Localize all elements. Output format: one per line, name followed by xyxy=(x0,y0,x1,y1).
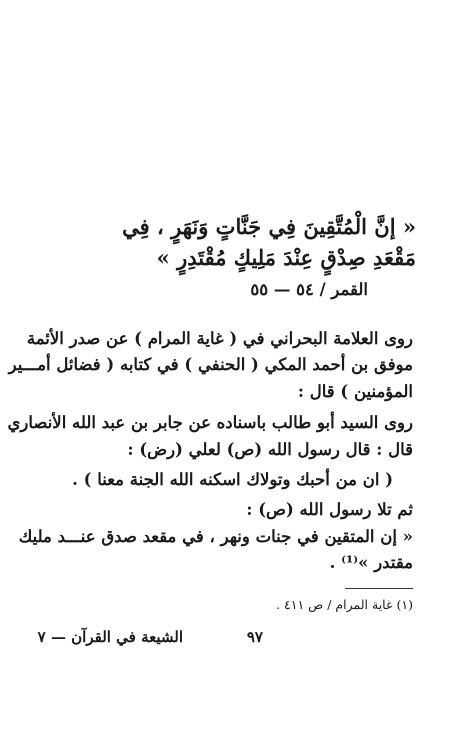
paragraph-2-line-2: قال : قال رسول الله (ص) لعلي (رض) : xyxy=(127,440,413,459)
paragraph-1-line-1: روى العلامة البحراني في ( غاية المرام ) عن صدر الأئمة xyxy=(26,329,413,348)
verse-citation: القمر / ٥٤ — ٥٥ xyxy=(250,280,368,299)
verse-line-2: مَقْعَدِ صِدْقٍ عِنْدَ مَلِيكٍ مُقْتَدِرٍ » xyxy=(156,245,416,270)
quote-2-line-2: مقتدر »⁽¹⁾ . xyxy=(329,553,413,572)
paragraph-3: ثم تلا رسول الله (ص) : xyxy=(246,500,413,519)
footer-page-number: ٩٧ xyxy=(246,628,263,646)
verse-line-1: « إنَّ الْمُتَّقِينَ فِي جَنَّاتٍ وَنَهَرٍ ، فِي xyxy=(122,214,416,239)
footnote: (١) غاية المرام / ص ٤١١ . xyxy=(276,597,413,612)
paragraph-1-line-3: المؤمنين ) قال : xyxy=(297,382,413,401)
quote-2-line-1: « إن المتقين في جنات ونهر ، في مقعد صدق عنـــد مليك xyxy=(18,527,413,546)
paragraph-2-line-1: روى السيد أبو طالب باسناده عن جابر بن عبد الله الأنصاري xyxy=(7,413,413,432)
paragraph-1-line-2: موفق بن أحمد المكي ( الحنفي ) في كتابه ( فضائل أمـــير xyxy=(8,355,413,374)
footer-book-title: الشيعة في القرآن — ٧ xyxy=(37,628,183,646)
quote-1: ( ان من أحبك وتولاك اسكنه الله الجنة معنا ) . xyxy=(72,470,393,489)
footnote-divider xyxy=(345,588,413,589)
